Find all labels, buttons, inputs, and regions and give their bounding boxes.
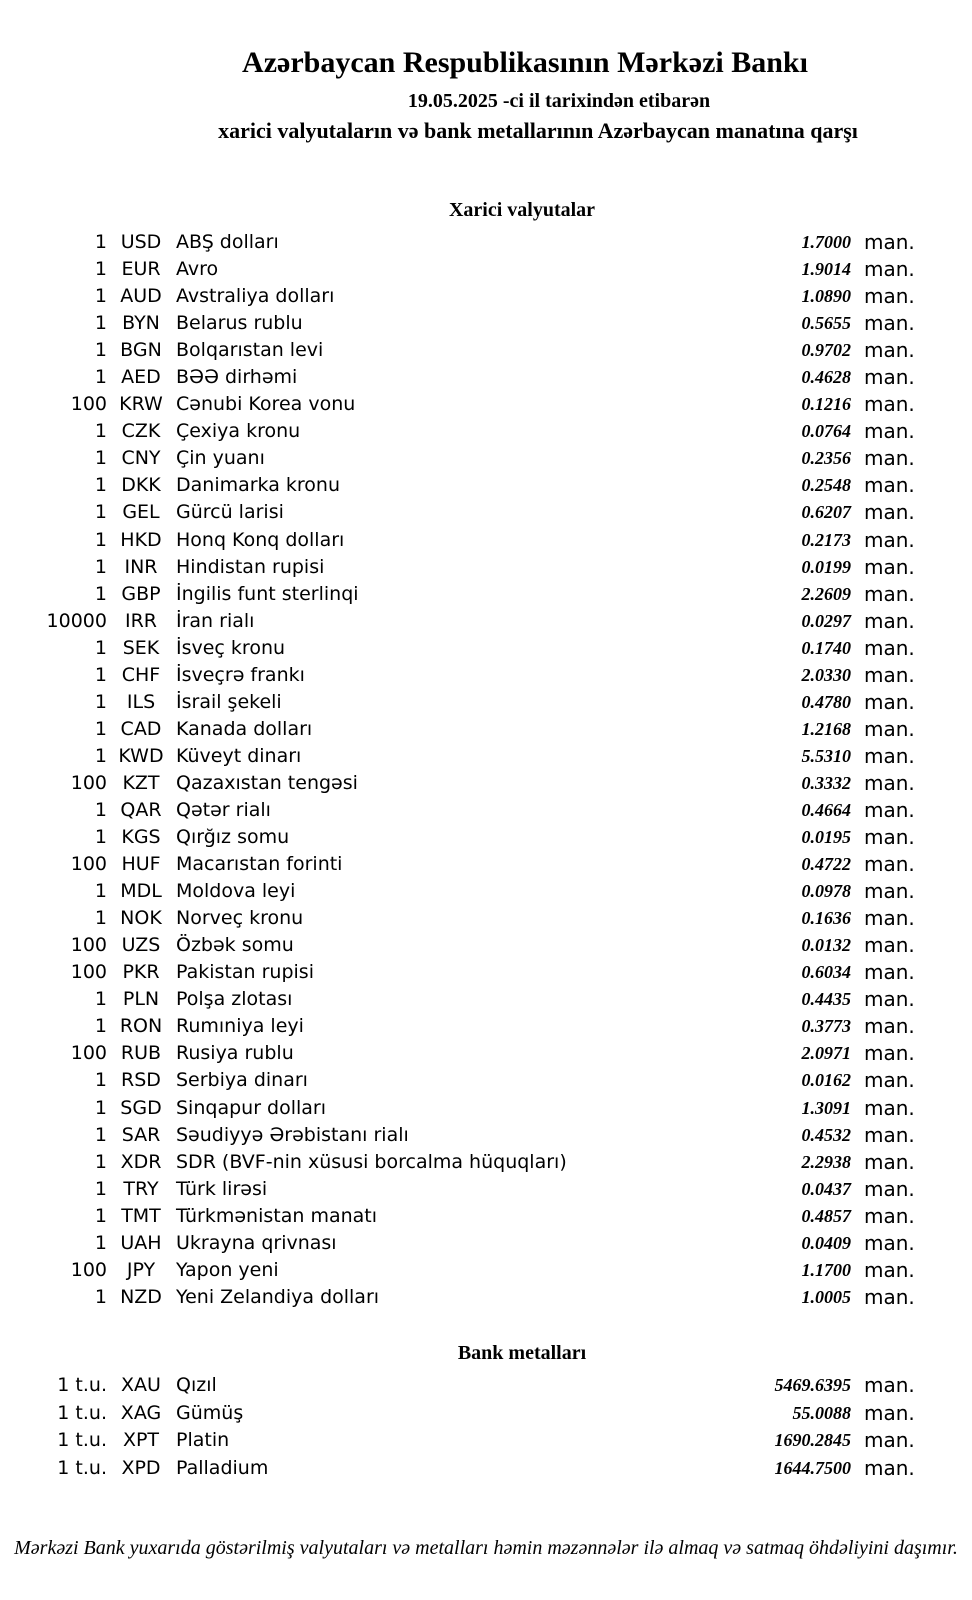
row-rate: 0.0132: [801, 935, 851, 956]
table-row: [0, 743, 972, 770]
row-rate: 0.4532: [801, 1124, 851, 1145]
table-row: [0, 364, 972, 391]
row-rate: 0.4435: [801, 989, 851, 1010]
row-unit-label: man.: [864, 446, 915, 471]
row-rate: 0.4722: [801, 854, 851, 875]
row-unit-label: man.: [864, 770, 915, 795]
row-currency-code: XAU: [121, 1374, 161, 1396]
row-unit-label: man.: [864, 392, 915, 417]
metals-table: [0, 1372, 972, 1482]
row-currency-code: RSD: [121, 1069, 161, 1092]
row-currency-name: Macarıstan forinti: [176, 853, 343, 876]
row-quantity: 1: [94, 420, 107, 443]
row-rate: 1.0005: [801, 1286, 851, 1307]
row-unit-label: man.: [864, 284, 915, 309]
row-currency-code: NZD: [120, 1285, 162, 1308]
row-currency-name: Avro: [176, 258, 219, 281]
row-currency-name: İsveçrə frankı: [176, 663, 305, 686]
row-unit-label: man.: [864, 689, 915, 714]
table-row: [0, 662, 972, 689]
table-row: [0, 851, 972, 878]
row-unit-label: man.: [864, 230, 915, 254]
row-rate: 0.1216: [801, 394, 851, 415]
row-unit-label: man.: [864, 1284, 915, 1309]
row-unit-label: man.: [864, 1230, 915, 1255]
row-currency-code: TRY: [123, 1177, 159, 1200]
table-row: [0, 905, 972, 932]
row-quantity: 100: [70, 771, 107, 794]
table-row: [0, 1284, 972, 1311]
row-unit-label: man.: [864, 419, 915, 444]
row-quantity: 1: [94, 717, 107, 740]
row-currency-name: Gümüş: [176, 1401, 244, 1424]
row-rate: 2.0330: [801, 664, 851, 685]
row-rate: 55.0088: [792, 1402, 851, 1423]
row-quantity: 1: [94, 744, 107, 767]
row-quantity: 1: [94, 1015, 107, 1038]
row-rate: 0.4664: [801, 799, 851, 820]
row-unit-label: man.: [864, 311, 915, 336]
row-rate: 0.3773: [801, 1016, 851, 1037]
row-quantity: 1: [94, 636, 107, 659]
row-currency-code: KZT: [122, 771, 160, 794]
row-quantity: 1: [94, 231, 107, 253]
row-unit-label: man.: [864, 1122, 915, 1147]
row-currency-code: KRW: [119, 393, 163, 416]
row-rate: 1.2168: [801, 718, 851, 739]
row-unit-label: man.: [864, 960, 915, 985]
row-currency-name: Rusiya rublu: [176, 1042, 294, 1065]
row-currency-name: BƏƏ dirhəmi: [176, 366, 298, 389]
row-currency-name: İran rialı: [176, 609, 255, 632]
table-row: [0, 1122, 972, 1149]
footer-note: Mərkəzi Bank yuxarıda göstərilmiş valyutaları və metalları həmin məzənnələr ilə almaq və satmaq öhdəliyini daşımır.: [14, 1537, 958, 1559]
row-quantity: 1: [94, 690, 107, 713]
row-currency-code: XPT: [122, 1429, 160, 1451]
table-row: [0, 1040, 972, 1067]
table-row: [0, 797, 972, 824]
row-quantity: 1: [94, 826, 107, 849]
row-currency-name: Qətər rialı: [176, 798, 271, 821]
row-currency-code: AED: [121, 366, 161, 389]
row-currency-name: Norveç kronu: [176, 907, 304, 930]
row-quantity: 1: [94, 1204, 107, 1227]
row-currency-code: AUD: [120, 285, 162, 308]
row-currency-code: CZK: [121, 420, 161, 443]
table-row: [0, 1230, 972, 1257]
row-rate: 0.0764: [801, 421, 851, 442]
row-currency-code: XPD: [121, 1456, 161, 1479]
currencies-section-title: Xarici valyutalar: [448, 199, 596, 221]
row-quantity: 1: [94, 528, 107, 551]
row-quantity: 100: [70, 934, 107, 957]
row-quantity: 1 t.u.: [57, 1429, 107, 1451]
row-rate: 0.9702: [801, 340, 851, 361]
row-currency-name: Ukrayna qrivnası: [176, 1231, 337, 1254]
row-unit-label: man.: [864, 716, 915, 741]
row-currency-name: Çin yuanı: [176, 447, 265, 470]
row-unit-label: man.: [864, 743, 915, 768]
row-currency-name: Polşa zlotası: [176, 988, 293, 1011]
row-currency-code: DKK: [121, 474, 161, 497]
table-row: [0, 499, 972, 526]
row-rate: 0.3332: [801, 772, 851, 793]
table-row: [0, 554, 972, 581]
row-rate: 1.9014: [801, 259, 851, 280]
row-rate: 0.4857: [801, 1205, 851, 1226]
row-quantity: 1: [94, 366, 107, 389]
row-unit-label: man.: [864, 1428, 915, 1452]
table-row: [0, 283, 972, 310]
row-currency-code: EUR: [121, 258, 161, 281]
table-row: [0, 959, 972, 986]
row-unit-label: man.: [864, 635, 915, 660]
row-currency-code: HUF: [121, 853, 161, 876]
row-currency-code: XAG: [120, 1401, 162, 1424]
row-quantity: 1 t.u.: [57, 1456, 107, 1479]
row-currency-name: Belarus rublu: [176, 312, 303, 335]
row-unit-label: man.: [864, 338, 915, 363]
row-quantity: 100: [70, 1258, 107, 1281]
row-quantity: 1: [94, 1177, 107, 1200]
row-unit-label: man.: [864, 1203, 915, 1228]
row-currency-name: Pakistan rupisi: [176, 961, 314, 984]
row-quantity: 1: [94, 1123, 107, 1146]
row-quantity: 1 t.u.: [57, 1374, 107, 1396]
row-currency-name: Platin: [176, 1429, 230, 1451]
row-currency-code: HKD: [120, 528, 162, 551]
row-quantity: 1: [94, 312, 107, 335]
table-row: [0, 418, 972, 445]
row-currency-name: Hindistan rupisi: [176, 555, 325, 578]
table-row: [0, 256, 972, 283]
row-currency-name: Səudiyyə Ərəbistanı rialı: [176, 1123, 409, 1146]
table-row: [0, 1257, 972, 1284]
row-rate: 1.3091: [801, 1097, 851, 1118]
row-rate: 0.4628: [801, 367, 851, 388]
row-currency-code: PKR: [122, 961, 160, 984]
row-currency-code: QAR: [120, 798, 162, 821]
row-unit-label: man.: [864, 987, 915, 1012]
row-currency-code: SGD: [120, 1096, 162, 1119]
row-rate: 0.0978: [801, 881, 851, 902]
row-unit-label: man.: [864, 581, 915, 606]
row-rate: 0.0199: [801, 556, 851, 577]
row-currency-name: Küveyt dinarı: [176, 744, 302, 767]
row-currency-name: Bolqarıstan levi: [176, 339, 324, 362]
row-quantity: 1: [94, 555, 107, 578]
row-quantity: 1: [94, 582, 107, 605]
row-rate: 0.2173: [801, 529, 851, 550]
row-unit-label: man.: [864, 527, 915, 552]
row-currency-code: KGS: [121, 826, 161, 849]
row-currency-name: Türkmənistan manatı: [176, 1204, 378, 1227]
row-unit-label: man.: [864, 1149, 915, 1174]
table-row: [0, 1176, 972, 1203]
row-quantity: 1: [94, 501, 107, 524]
row-currency-name: İsrail şekeli: [176, 690, 282, 713]
row-unit-label: man.: [864, 797, 915, 822]
table-row: [0, 472, 972, 499]
effective-date-line: 19.05.2025 -ci il tarixindən etibarən: [407, 90, 711, 112]
row-unit-label: man.: [864, 365, 915, 390]
row-rate: 0.1740: [801, 637, 851, 658]
row-currency-code: GEL: [122, 501, 160, 524]
table-row: [0, 1095, 972, 1122]
row-unit-label: man.: [864, 1041, 915, 1066]
row-rate: 0.1636: [801, 908, 851, 929]
row-currency-code: IRR: [124, 609, 157, 632]
row-currency-name: Özbək somu: [176, 934, 294, 957]
row-currency-name: İngilis funt sterlinqi: [176, 582, 359, 605]
row-currency-name: Moldova leyi: [176, 880, 296, 903]
table-row: [0, 1400, 972, 1428]
row-unit-label: man.: [864, 879, 915, 904]
row-currency-name: Palladium: [176, 1456, 269, 1479]
row-currency-name: Yeni Zelandiya dolları: [176, 1285, 380, 1308]
row-currency-code: RUB: [120, 1042, 162, 1065]
row-currency-code: TMT: [121, 1204, 161, 1227]
table-row: [0, 1067, 972, 1094]
row-currency-code: JPY: [126, 1258, 156, 1281]
row-unit-label: man.: [864, 1257, 915, 1282]
row-quantity: 1: [94, 258, 107, 281]
row-currency-name: Cənubi Korea vonu: [176, 393, 356, 416]
row-rate: 0.2356: [801, 448, 851, 469]
row-rate: 1690.2845: [774, 1430, 851, 1450]
row-currency-name: Yapon yeni: [176, 1258, 279, 1281]
table-row: [0, 310, 972, 337]
row-currency-code: UAH: [120, 1231, 162, 1254]
row-rate: 1.7000: [801, 232, 851, 252]
row-quantity: 1: [94, 474, 107, 497]
table-row: [0, 1455, 972, 1483]
row-unit-label: man.: [864, 933, 915, 958]
table-row: [0, 932, 972, 959]
row-currency-code: CNY: [121, 447, 161, 470]
row-currency-code: SEK: [122, 636, 160, 659]
table-row: [0, 689, 972, 716]
table-row: [0, 608, 972, 635]
table-row: [0, 824, 972, 851]
row-unit-label: man.: [864, 852, 915, 877]
row-rate: 0.0409: [801, 1232, 851, 1253]
row-rate: 0.2548: [801, 475, 851, 496]
row-currency-name: Honq Konq dolları: [176, 528, 345, 551]
row-currency-name: Qazaxıstan tengəsi: [176, 771, 358, 794]
currencies-table: [0, 229, 972, 1311]
row-quantity: 100: [70, 393, 107, 416]
table-row: [0, 1427, 972, 1455]
table-row: [0, 527, 972, 554]
row-currency-name: SDR (BVF-nin xüsusi borcalma hüquqları): [176, 1150, 567, 1173]
row-currency-name: Rumıniya leyi: [176, 1015, 304, 1038]
row-rate: 0.0437: [801, 1178, 851, 1199]
row-currency-name: Kanada dolları: [176, 717, 313, 740]
row-currency-code: BGN: [120, 339, 162, 362]
row-quantity: 1: [94, 1150, 107, 1173]
row-unit-label: man.: [864, 1014, 915, 1039]
row-unit-label: man.: [864, 825, 915, 850]
row-quantity: 1: [94, 880, 107, 903]
row-quantity: 1: [94, 907, 107, 930]
table-row: [0, 337, 972, 364]
row-currency-code: KWD: [118, 744, 164, 767]
table-row: [0, 229, 972, 256]
row-currency-code: NOK: [120, 907, 162, 930]
row-currency-name: Danimarka kronu: [176, 474, 341, 497]
row-rate: 2.2609: [801, 583, 851, 604]
row-unit-label: man.: [864, 473, 915, 498]
page-title: Azərbaycan Respublikasının Mərkəzi Bankı: [242, 46, 808, 79]
row-rate: 0.0195: [801, 827, 851, 848]
table-row: [0, 986, 972, 1013]
row-currency-name: Türk lirəsi: [176, 1177, 268, 1200]
row-unit-label: man.: [864, 1095, 915, 1120]
table-row: [0, 1203, 972, 1230]
row-unit-label: man.: [864, 906, 915, 931]
row-currency-code: MDL: [120, 880, 162, 903]
row-currency-name: ABŞ dolları: [176, 231, 279, 253]
row-quantity: 1: [94, 988, 107, 1011]
row-rate: 0.6034: [801, 962, 851, 983]
row-quantity: 1: [94, 1285, 107, 1308]
table-row: [0, 878, 972, 905]
row-rate: 1.0890: [801, 286, 851, 307]
row-rate: 1.1700: [801, 1259, 851, 1280]
row-unit-label: man.: [864, 1176, 915, 1201]
row-quantity: 1: [94, 285, 107, 308]
row-rate: 0.6207: [801, 502, 851, 523]
row-rate: 2.0971: [801, 1043, 851, 1064]
row-currency-name: Gürcü larisi: [176, 501, 284, 524]
row-currency-code: RON: [119, 1015, 163, 1038]
row-rate: 0.5655: [801, 313, 851, 334]
table-row: [0, 445, 972, 472]
table-row: [0, 1149, 972, 1176]
row-currency-code: PLN: [122, 988, 160, 1011]
row-currency-code: INR: [124, 555, 158, 578]
row-currency-code: SAR: [121, 1123, 161, 1146]
row-rate: 5469.6395: [774, 1375, 851, 1395]
row-currency-code: XDR: [120, 1150, 162, 1173]
row-currency-code: USD: [120, 231, 162, 253]
row-currency-name: Çexiya kronu: [176, 420, 301, 443]
row-quantity: 1: [94, 1069, 107, 1092]
row-quantity: 100: [70, 853, 107, 876]
table-row: [0, 770, 972, 797]
row-currency-name: İsveç kronu: [176, 636, 286, 659]
row-rate: 1644.7500: [774, 1457, 851, 1478]
row-unit-label: man.: [864, 1068, 915, 1093]
row-rate: 0.4780: [801, 691, 851, 712]
row-quantity: 1: [94, 447, 107, 470]
table-row: [0, 716, 972, 743]
table-row: [0, 1372, 972, 1400]
row-quantity: 10000: [46, 609, 107, 632]
row-unit-label: man.: [864, 608, 915, 633]
row-rate: 5.5310: [801, 745, 851, 766]
row-unit-label: man.: [864, 257, 915, 282]
page-subtitle: xarici valyutaların və bank metallarının Azərbaycan manatına qarşı: [218, 118, 858, 143]
row-rate: 0.0297: [801, 610, 851, 631]
row-unit-label: man.: [864, 554, 915, 579]
row-currency-name: Qızıl: [176, 1374, 217, 1396]
row-quantity: 100: [70, 1042, 107, 1065]
row-currency-code: ILS: [126, 690, 156, 713]
row-quantity: 1: [94, 798, 107, 821]
row-quantity: 1: [94, 663, 107, 686]
row-rate: 2.2938: [801, 1151, 851, 1172]
row-quantity: 1 t.u.: [57, 1401, 107, 1424]
row-currency-code: GBP: [121, 582, 161, 605]
row-currency-code: CAD: [120, 717, 162, 740]
row-currency-code: UZS: [121, 934, 161, 957]
row-currency-name: Avstraliya dolları: [176, 285, 335, 308]
row-currency-code: CHF: [121, 663, 161, 686]
row-currency-name: Sinqapur dolları: [176, 1096, 327, 1119]
row-quantity: 100: [70, 961, 107, 984]
row-quantity: 1: [94, 1231, 107, 1254]
row-quantity: 1: [94, 339, 107, 362]
row-currency-name: Serbiya dinarı: [176, 1069, 308, 1092]
row-unit-label: man.: [864, 662, 915, 687]
row-unit-label: man.: [864, 1373, 915, 1397]
table-row: [0, 635, 972, 662]
row-unit-label: man.: [864, 1455, 915, 1480]
row-unit-label: man.: [864, 500, 915, 525]
row-rate: 0.0162: [801, 1070, 851, 1091]
table-row: [0, 581, 972, 608]
table-row: [0, 391, 972, 418]
table-row: [0, 1013, 972, 1040]
row-currency-code: BYN: [122, 312, 160, 335]
row-quantity: 1: [94, 1096, 107, 1119]
row-currency-name: Qırğız somu: [176, 826, 290, 849]
row-unit-label: man.: [864, 1400, 915, 1425]
metals-section-title: Bank metalları: [457, 1342, 587, 1364]
